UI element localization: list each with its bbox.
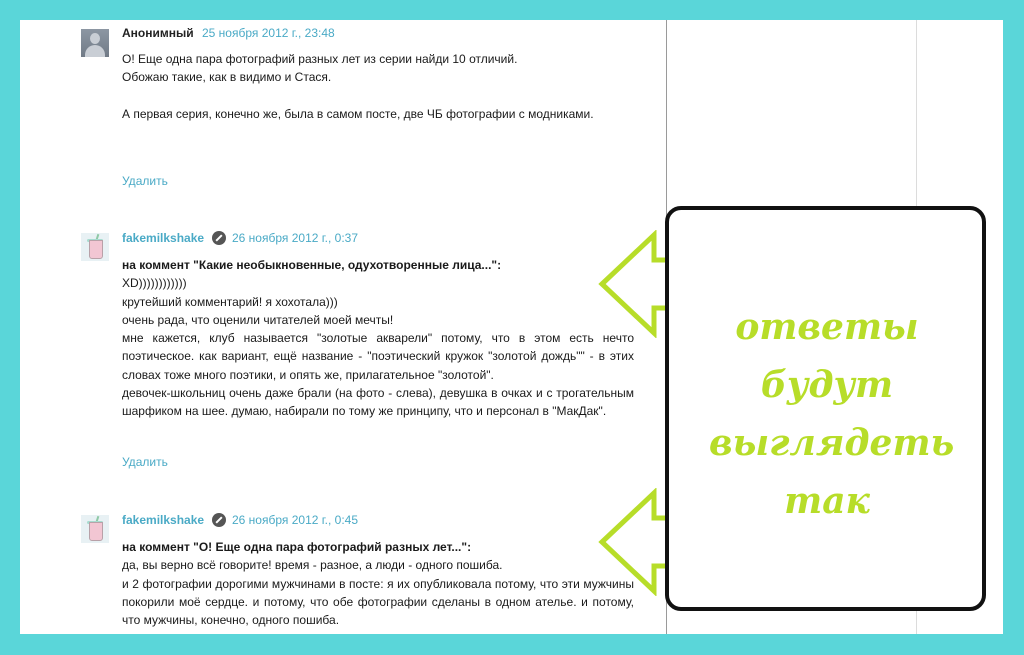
callout-box (665, 206, 986, 611)
milkshake-cup-icon (89, 522, 103, 541)
user-icon-body (85, 45, 105, 57)
comment-line: девочек-школьниц очень даже брали (на фото - слева), девушка в очках и с трогательным шарфиком на шее. думаю, набирали по тому же принципу, что и персонал в "МакДак". (122, 386, 634, 419)
comment-date-link[interactable]: 26 ноября 2012 г., 0:37 (232, 231, 359, 245)
comment-date-link[interactable]: 25 ноября 2012 г., 23:48 (202, 26, 335, 40)
callout-text (709, 298, 955, 530)
avatar-fakemilkshake[interactable] (81, 515, 109, 543)
delete-link[interactable]: Удалить (122, 174, 168, 188)
pencil-icon (212, 513, 226, 527)
comment-author-link[interactable]: fakemilkshake (122, 231, 205, 245)
comment-line: Обожаю такие, как в видимо и Стася. (122, 70, 332, 85)
comment-date-link[interactable]: 26 ноября 2012 г., 0:45 (232, 513, 359, 527)
user-icon-head (90, 33, 100, 44)
comment-body (122, 538, 634, 629)
comment-line: очень рада, что оценили читателей моей мечты! (122, 312, 394, 327)
milkshake-cup-icon (89, 240, 103, 259)
comment-line: О! Еще одна пара фотографий разных лет из серии найди 10 отличий. (122, 52, 518, 66)
comment-line: мне кажется, клуб называется "золотые акварели" потому, что в этом есть нечто поэтическое. как вариант, ещё название - "поэтический кружок "золотой дождь"" - в этих словах тоже много поэтики, и опять же, прилагательное "золотой". (122, 331, 634, 382)
reply-to-line: на коммент "О! Еще одна пара фотографий разных лет...": (122, 540, 472, 554)
comment-body (122, 50, 642, 123)
callout-line: выглядеть (709, 422, 955, 464)
comment-line: А первая серия, конечно же, была в самом посте, две ЧБ фотографии с модниками. (122, 106, 594, 121)
pencil-icon (212, 231, 226, 245)
callout-line: будут (760, 364, 894, 406)
avatar-anonymous[interactable] (81, 29, 109, 57)
comment-line-empty (122, 87, 642, 105)
avatar-fakemilkshake[interactable] (81, 233, 109, 261)
comment-line: крутейший комментарий! я хохотала))) (122, 294, 338, 309)
comment-line: XD)))))))))))) (122, 276, 187, 291)
comment-author: Анонимный (122, 26, 194, 40)
reply-to-line: на коммент "Какие необыкновенные, одухотворенные лица...": (122, 258, 502, 272)
comment-line: и 2 фотографии дорогими мужчинами в посте: я их опубликовала потому, что эти мужчины покорили моё сердце. и потому, что обе фотографии сделаны в одном ателье. и потому, что мужчины, конечно, одного пошиба. (122, 576, 634, 628)
comment-author-link[interactable]: fakemilkshake (122, 513, 205, 527)
comment-body (122, 256, 634, 421)
page-canvas (20, 20, 1003, 634)
callout-line: так (784, 480, 870, 522)
delete-link[interactable]: Удалить (122, 455, 168, 469)
callout-line: ответы (735, 306, 919, 348)
comment-line: да, вы верно всё говорите! время - разное, а люди - одного пошиба. (122, 558, 503, 573)
